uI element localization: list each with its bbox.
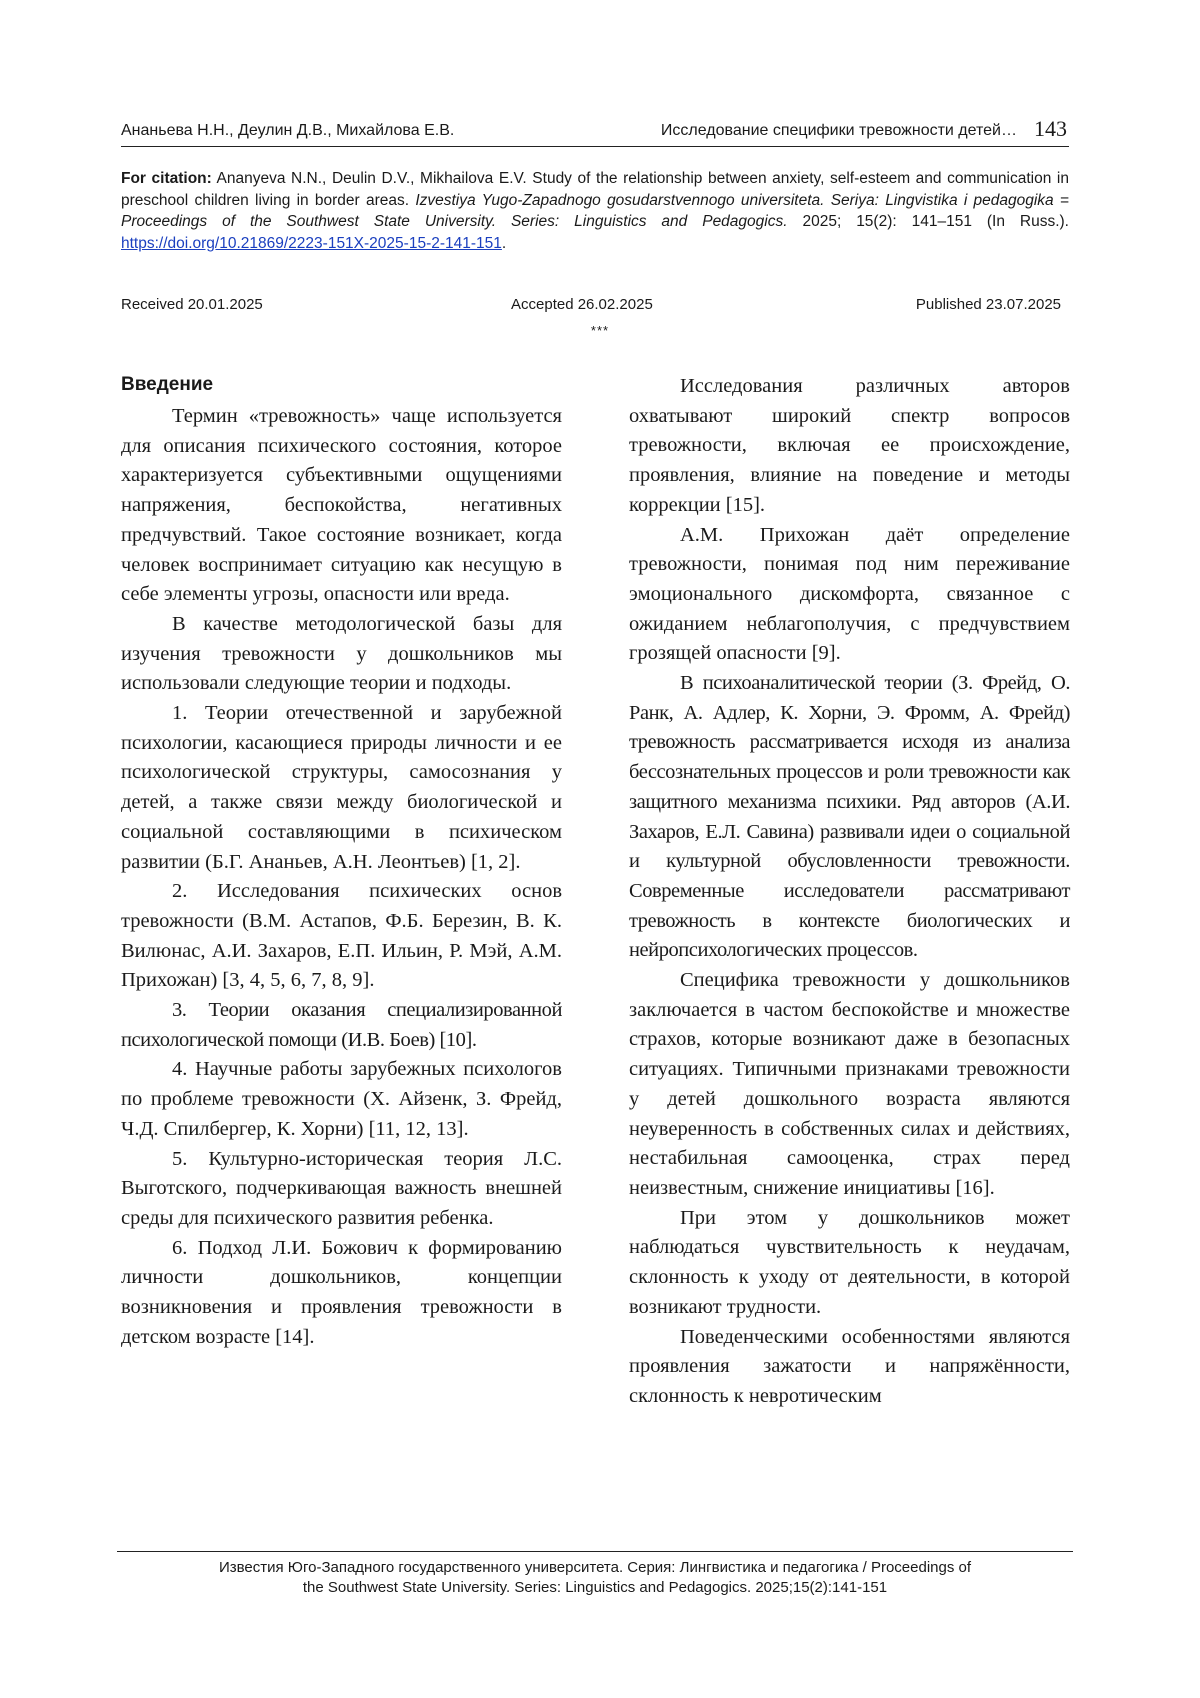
- accepted-date: Accepted 26.02.2025: [511, 296, 653, 313]
- paragraph: А.М. Прихожан даёт определение тревожности, понимая под ним переживание эмоционального дискомфорта, связанное с ожиданием неблагополучия, с предчувствием грозящей опасности [9].: [629, 523, 1070, 665]
- published-date: Published 23.07.2025: [915, 296, 1061, 313]
- footer-line-2: the Southwest State University. Series: Linguistics and Pedagogics. 2025;15(2):141-151: [302, 1579, 888, 1596]
- left-column: [121, 372, 562, 1353]
- paragraph: 4. Научные работы зарубежных психологов по проблеме тревожности (Х. Айзенк, З. Фрейд, Ч.Д. Спилбергер, К. Хорни) [11, 12, 13].: [121, 1058, 562, 1140]
- paragraph: Исследования различных авторов охватывают широкий спектр вопросов тревожности, включая ее происхождение, проявления, влияние на поведение и методы коррекции [15].: [629, 375, 1070, 516]
- citation-label: For citation:: [121, 170, 212, 187]
- paragraph: 2. Исследования психических основ тревожности (В.М. Астапов, Ф.Б. Березин, В. К. Вилюнас, А.И. Захаров, Е.П. Ильин, Р. Мэй, А.М. Прихожан) [3, 4, 5, 6, 7, 8, 9].: [121, 880, 562, 992]
- paragraph: 3. Теории оказания специализированной психологической помощи (И.В. Боев) [10].: [121, 999, 562, 1051]
- paragraph: При этом у дошкольников может наблюдаться чувствительность к неудачам, склонность к уходу от деятельности, в которой возникают трудности.: [629, 1206, 1070, 1318]
- citation-text: Ananyeva N.N., Deulin D.V., Mikhailova E.V. Study of the relationship between anxiety, self-esteem and communication in preschool children living in border areas.: [121, 170, 1069, 209]
- citation-details: 2025; 15(2): 141–151 (In Russ.).: [787, 213, 1069, 230]
- footer-line-1: Известия Юго-Западного государственного университета. Серия: Лингвистика и педагогика / Proceedings of: [218, 1559, 972, 1576]
- page-footer: [117, 1551, 1073, 1598]
- paragraph: В психоаналитической теории (З. Фрейд, О. Ранк, А. Адлер, К. Хорни, Э. Фромм, А. Фрейд) тревожность рассматривается исходя из анализа бессознательных процессов и роли тревожности как защитного механизма психики. Ряд авторов (А.И. Захаров, Е.Л. Савина) развивали идеи о социальной и культурной обусловленности тревожности. Современные исследователи рассматривают тревожность в контексте биологических и нейропсихологических процессов.: [629, 672, 1070, 962]
- running-head-title: Исследование специфики тревожности детей…: [660, 122, 1017, 139]
- paragraph: В качестве методологической базы для изучения тревожности у дошкольников мы использовали следующие теории и подходы.: [121, 612, 562, 695]
- right-column: [629, 372, 1070, 1412]
- page-number: 143: [1034, 116, 1067, 141]
- paragraph: 1. Теории отечественной и зарубежной психологии, касающиеся природы личности и ее психологической структуры, самосознания у детей, а также связи между биологической и социальной составляющими в психическом развитии (Б.Г. Ананьев, А.Н. Леонтьев) [1, 2].: [121, 702, 562, 873]
- citation-end: .: [501, 234, 507, 252]
- paragraph: Специфика тревожности у дошкольников заключается в частом беспокойстве и множестве страхов, которые возникают даже в безопасных ситуациях. Типичными признаками тревожности у детей дошкольного возраста являются неуверенность в собственных силах и действиях, нестабильная самооценка, страх перед неизвестным, снижение инициативы [16].: [629, 969, 1070, 1199]
- section-divider: ***: [590, 323, 610, 338]
- running-head-authors: Ананьева Н.Н., Деулин Д.В., Михайлова Е.В.: [121, 122, 455, 139]
- paragraph: 6. Подход Л.И. Божович к формированию личности дошкольников, концепции возникновения и проявления тревожности в детском возрасте [14].: [121, 1236, 562, 1348]
- citation-block: [121, 168, 1069, 254]
- doi-link[interactable]: https://doi.org/10.21869/2223-151X-2025-15-2-141-151: [121, 234, 502, 252]
- paragraph: Поведенческими особенностями являются проявления зажатости и напряжённости, склонность к невротическим: [629, 1325, 1070, 1407]
- citation-journal: Izvestiya Yugo-Zapadnogo gosudarstvennogo universiteta. Seriya: Lingvistika i pedagogika = Proceedings of the Southwest State University. Series: Linguistics and Pedagogics.: [121, 191, 1069, 230]
- paragraph: Термин «тревожность» чаще используется для описания психического состояния, которое характеризуется субъективными ощущениями напряжения, беспокойства, негативных предчувствий. Такое состояние возникает, когда человек воспринимает ситуацию как несущую в себе элементы угрозы, опасности или вреда.: [121, 405, 562, 606]
- section-heading: Введение: [121, 374, 214, 395]
- article-dates: [121, 296, 1061, 316]
- received-date: Received 20.01.2025: [121, 296, 263, 313]
- paragraph: 5. Культурно-историческая теория Л.С. Выготского, подчеркивающая важность внешней среды для психического развития ребенка.: [121, 1147, 562, 1229]
- running-head: [121, 118, 1069, 147]
